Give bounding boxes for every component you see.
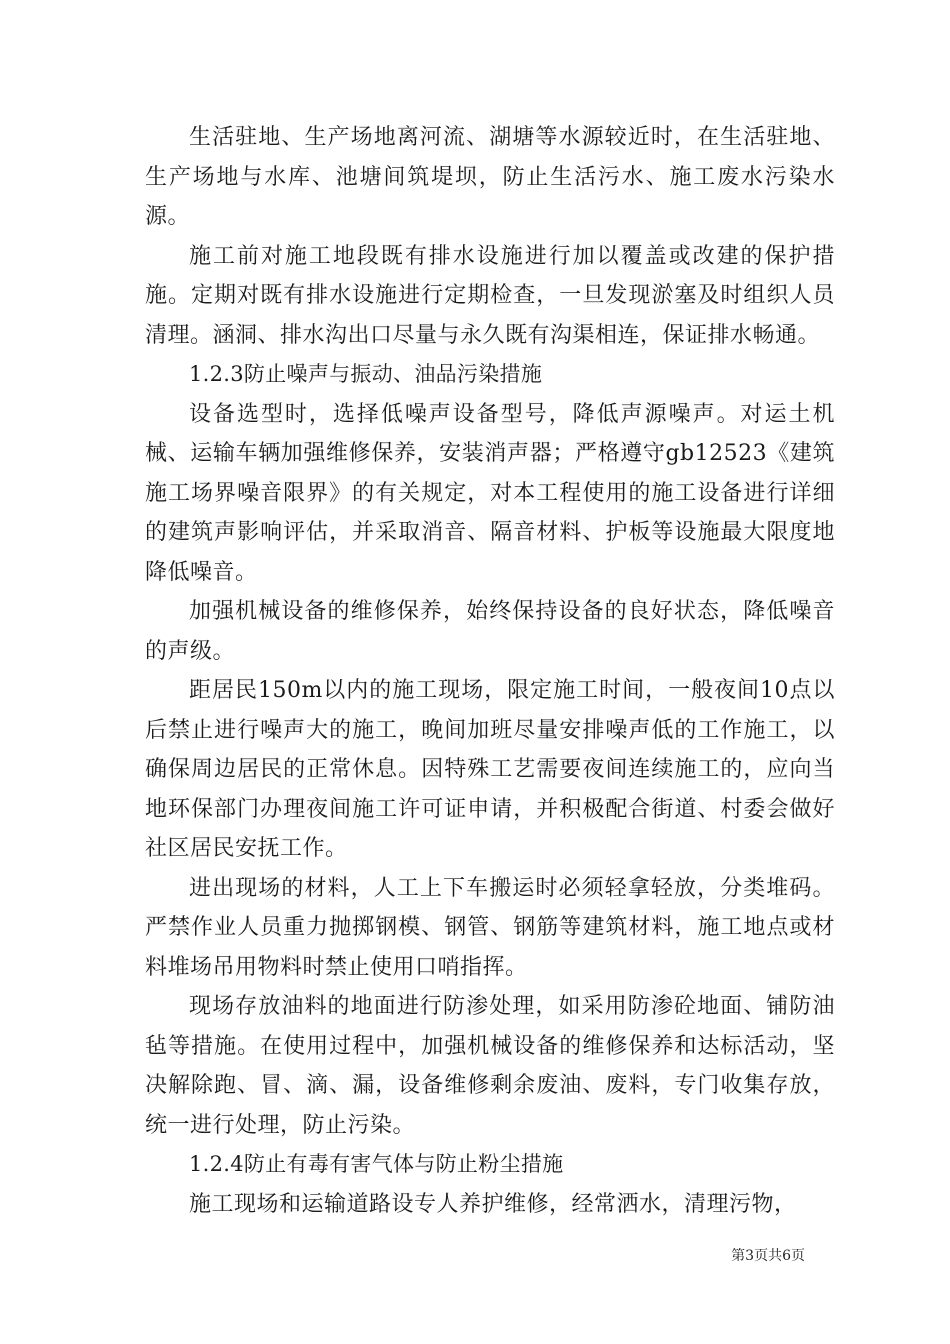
- paragraph-maintenance: 加强机械设备的维修保养，始终保持设备的良好状态，降低噪音的声级。: [145, 599, 835, 664]
- paragraph-materials-handling: 进出现场的材料，人工上下车搬运时必须轻拿轻放，分类堆码。严禁作业人员重力抛掷钢模、钢管、钢筋等建筑材料，施工地点或材料堆场吊用物料时禁止使用口哨指挥。: [145, 875, 835, 980]
- paragraph-water-source: 生活驻地、生产场地离河流、湖塘等水源较近时，在生活驻地、生产场地与水库、池塘间筑堤坝，防止生活污水、施工废水污染水源。: [145, 125, 835, 229]
- page-number: 第3页共6页: [731, 1248, 805, 1264]
- paragraph-oil-storage: 现场存放油料的地面进行防渗处理，如采用防渗砼地面、铺防油毡等措施。在使用过程中，加强机械设备的维修保养和达标活动，坚决解除跑、冒、滴、漏，设备维修剩余废油、废料，专门收集存放，统一进行处理，防止污染。: [145, 994, 835, 1138]
- paragraph-drainage: 施工前对施工地段既有排水设施进行加以覆盖或改建的保护措施。定期对既有排水设施进行定期检查，一旦发现淤塞及时组织人员清理。涵洞、排水沟出口尽量与永久既有沟渠相连，保证排水畅通。: [145, 243, 835, 348]
- document-body: [145, 118, 835, 1224]
- section-heading-noise: 1.2.3防止噪声与振动、油品污染措施: [189, 362, 543, 386]
- paragraph-road-maintenance: 施工现场和运输道路设专人养护维修，经常洒水，清理污物，: [189, 1191, 797, 1217]
- section-heading-dust: 1.2.4防止有毒有害气体与防止粉尘措施: [189, 1152, 564, 1176]
- paragraph-equipment-selection: 设备选型时，选择低噪声设备型号，降低声源噪声。对运土机械、运输车辆加强维修保养，安装消声器；严格遵守gb12523《建筑施工场界噪音限界》的有关规定，对本工程使用的施工设备进行详细的建筑声影响评估，并采取消音、隔音材料、护板等设施最大限度地降低噪音。: [145, 401, 835, 585]
- paragraph-residents: 距居民150m以内的施工现场，限定施工时间，一般夜间10点以后禁止进行噪声大的施工，晚间加班尽量安排噪声低的工作施工，以确保周边居民的正常休息。因特殊工艺需要夜间连续施工的，应向当地环保部门办理夜间施工许可证申请，并积极配合街道、村委会做好社区居民安抚工作。: [145, 678, 835, 861]
